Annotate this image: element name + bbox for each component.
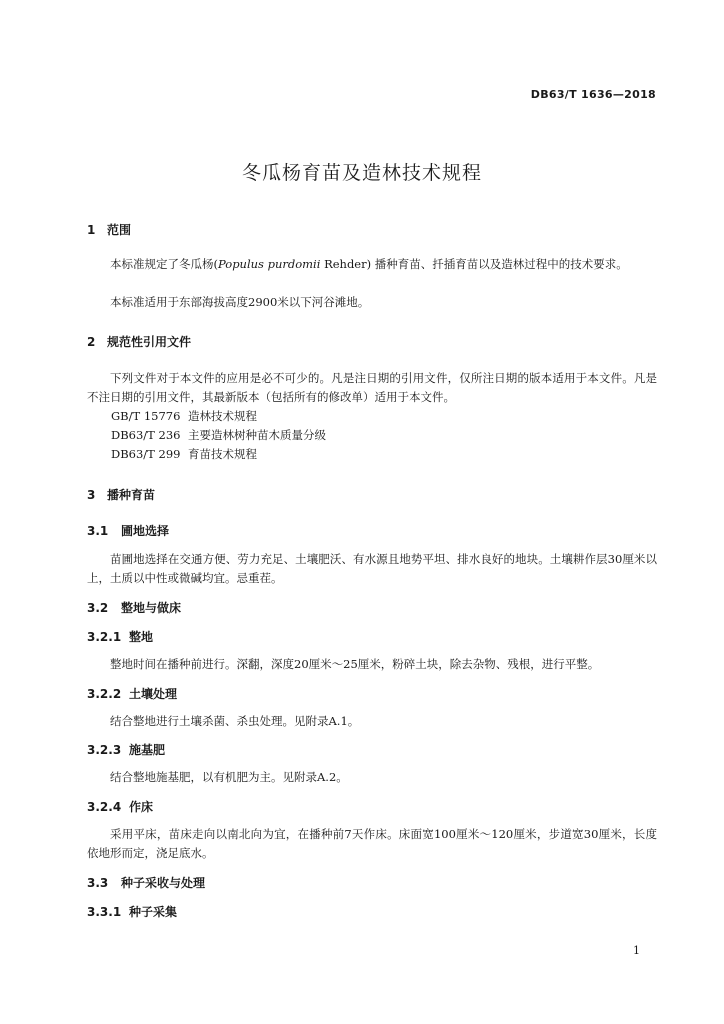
reference-name: 育苗技术规程	[188, 447, 257, 461]
section-3-2-2-heading	[87, 685, 177, 702]
section-number: 3.3	[87, 876, 109, 890]
section-1-paragraph-2: 本标准适用于东部海拔高度2900米以下河谷滩地。	[110, 295, 370, 309]
section-3-heading	[87, 486, 155, 503]
section-number: 3.2	[87, 601, 109, 615]
latin-name: Populus purdomii	[218, 257, 321, 271]
section-3-2-3-heading	[87, 741, 165, 758]
section-3-2-4-heading	[87, 798, 153, 815]
section-number: 1	[87, 223, 96, 237]
section-2-paragraph-1: 下列文件对于本文件的应用是必不可少的。凡是注日期的引用文件，仅所注日期的版本适用于本文件。凡是不注日期的引用文件，其最新版本（包括所有的修改单）适用于本文件。	[87, 371, 657, 404]
section-number: 3.2.2	[87, 687, 122, 701]
reference-item	[111, 407, 257, 426]
section-3-1-heading	[87, 522, 169, 539]
section-3-3-1-heading	[87, 903, 177, 920]
reference-name: 主要造林树种苗木质量分级	[188, 428, 326, 442]
document-title: 冬瓜杨育苗及造林技术规程	[241, 162, 482, 184]
section-title: 种子采收与处理	[121, 876, 206, 890]
section-number: 3.3.1	[87, 905, 122, 919]
page-number: 1	[633, 944, 640, 957]
reference-code: GB/T 15776	[111, 409, 181, 423]
reference-code: DB63/T 236	[111, 428, 181, 442]
section-1-paragraph-1	[87, 255, 657, 274]
section-number: 3.2.4	[87, 800, 122, 814]
section-title: 整地	[129, 630, 154, 644]
text-segment: 本标准规定了冬瓜杨(	[110, 257, 218, 271]
section-3-2-heading	[87, 599, 181, 616]
section-3-2-1-heading	[87, 628, 153, 645]
reference-item	[111, 426, 326, 445]
section-1-heading	[87, 221, 131, 238]
section-number: 3.2.1	[87, 630, 122, 644]
section-number: 3	[87, 488, 96, 502]
section-number: 3.1	[87, 524, 109, 538]
reference-item	[111, 445, 257, 464]
section-title: 规范性引用文件	[107, 335, 192, 349]
section-3-2-3-paragraph: 结合整地施基肥，以有机肥为主。见附录A.2。	[110, 770, 348, 784]
reference-code: DB63/T 299	[111, 447, 181, 461]
section-number: 2	[87, 335, 96, 349]
section-2-heading	[87, 333, 191, 350]
section-title: 土壤处理	[129, 687, 178, 701]
section-3-2-4-paragraph: 采用平床，苗床走向以南北向为宜，在播种前7天作床。床面宽100厘米～120厘米，步道宽30厘米，长度依地形而定，浇足底水。	[87, 827, 657, 860]
section-3-1-paragraph: 苗圃地选择在交通方便、劳力充足、土壤肥沃、有水源且地势平坦、排水良好的地块。土壤耕作层30厘米以上，土质以中性或微碱均宜。忌重茬。	[87, 552, 657, 585]
section-title: 播种育苗	[107, 488, 156, 502]
section-title: 种子采集	[129, 905, 178, 919]
section-title: 作床	[129, 800, 154, 814]
standard-code: DB63/T 1636—2018	[530, 88, 656, 101]
section-title: 整地与做床	[121, 601, 182, 615]
reference-name: 造林技术规程	[188, 409, 257, 423]
section-title: 施基肥	[129, 743, 166, 757]
section-title: 范围	[107, 223, 132, 237]
section-3-3-heading	[87, 874, 205, 891]
section-3-2-2-paragraph: 结合整地进行土壤杀菌、杀虫处理。见附录A.1。	[110, 714, 360, 728]
section-title: 圃地选择	[121, 524, 170, 538]
text-segment: Rehder) 播种育苗、扦插育苗以及造林过程中的技术要求。	[320, 257, 628, 271]
section-number: 3.2.3	[87, 743, 122, 757]
section-3-2-1-paragraph: 整地时间在播种前进行。深翻，深度20厘米～25厘米，粉碎土块，除去杂物、残根，进行平整。	[110, 657, 600, 671]
